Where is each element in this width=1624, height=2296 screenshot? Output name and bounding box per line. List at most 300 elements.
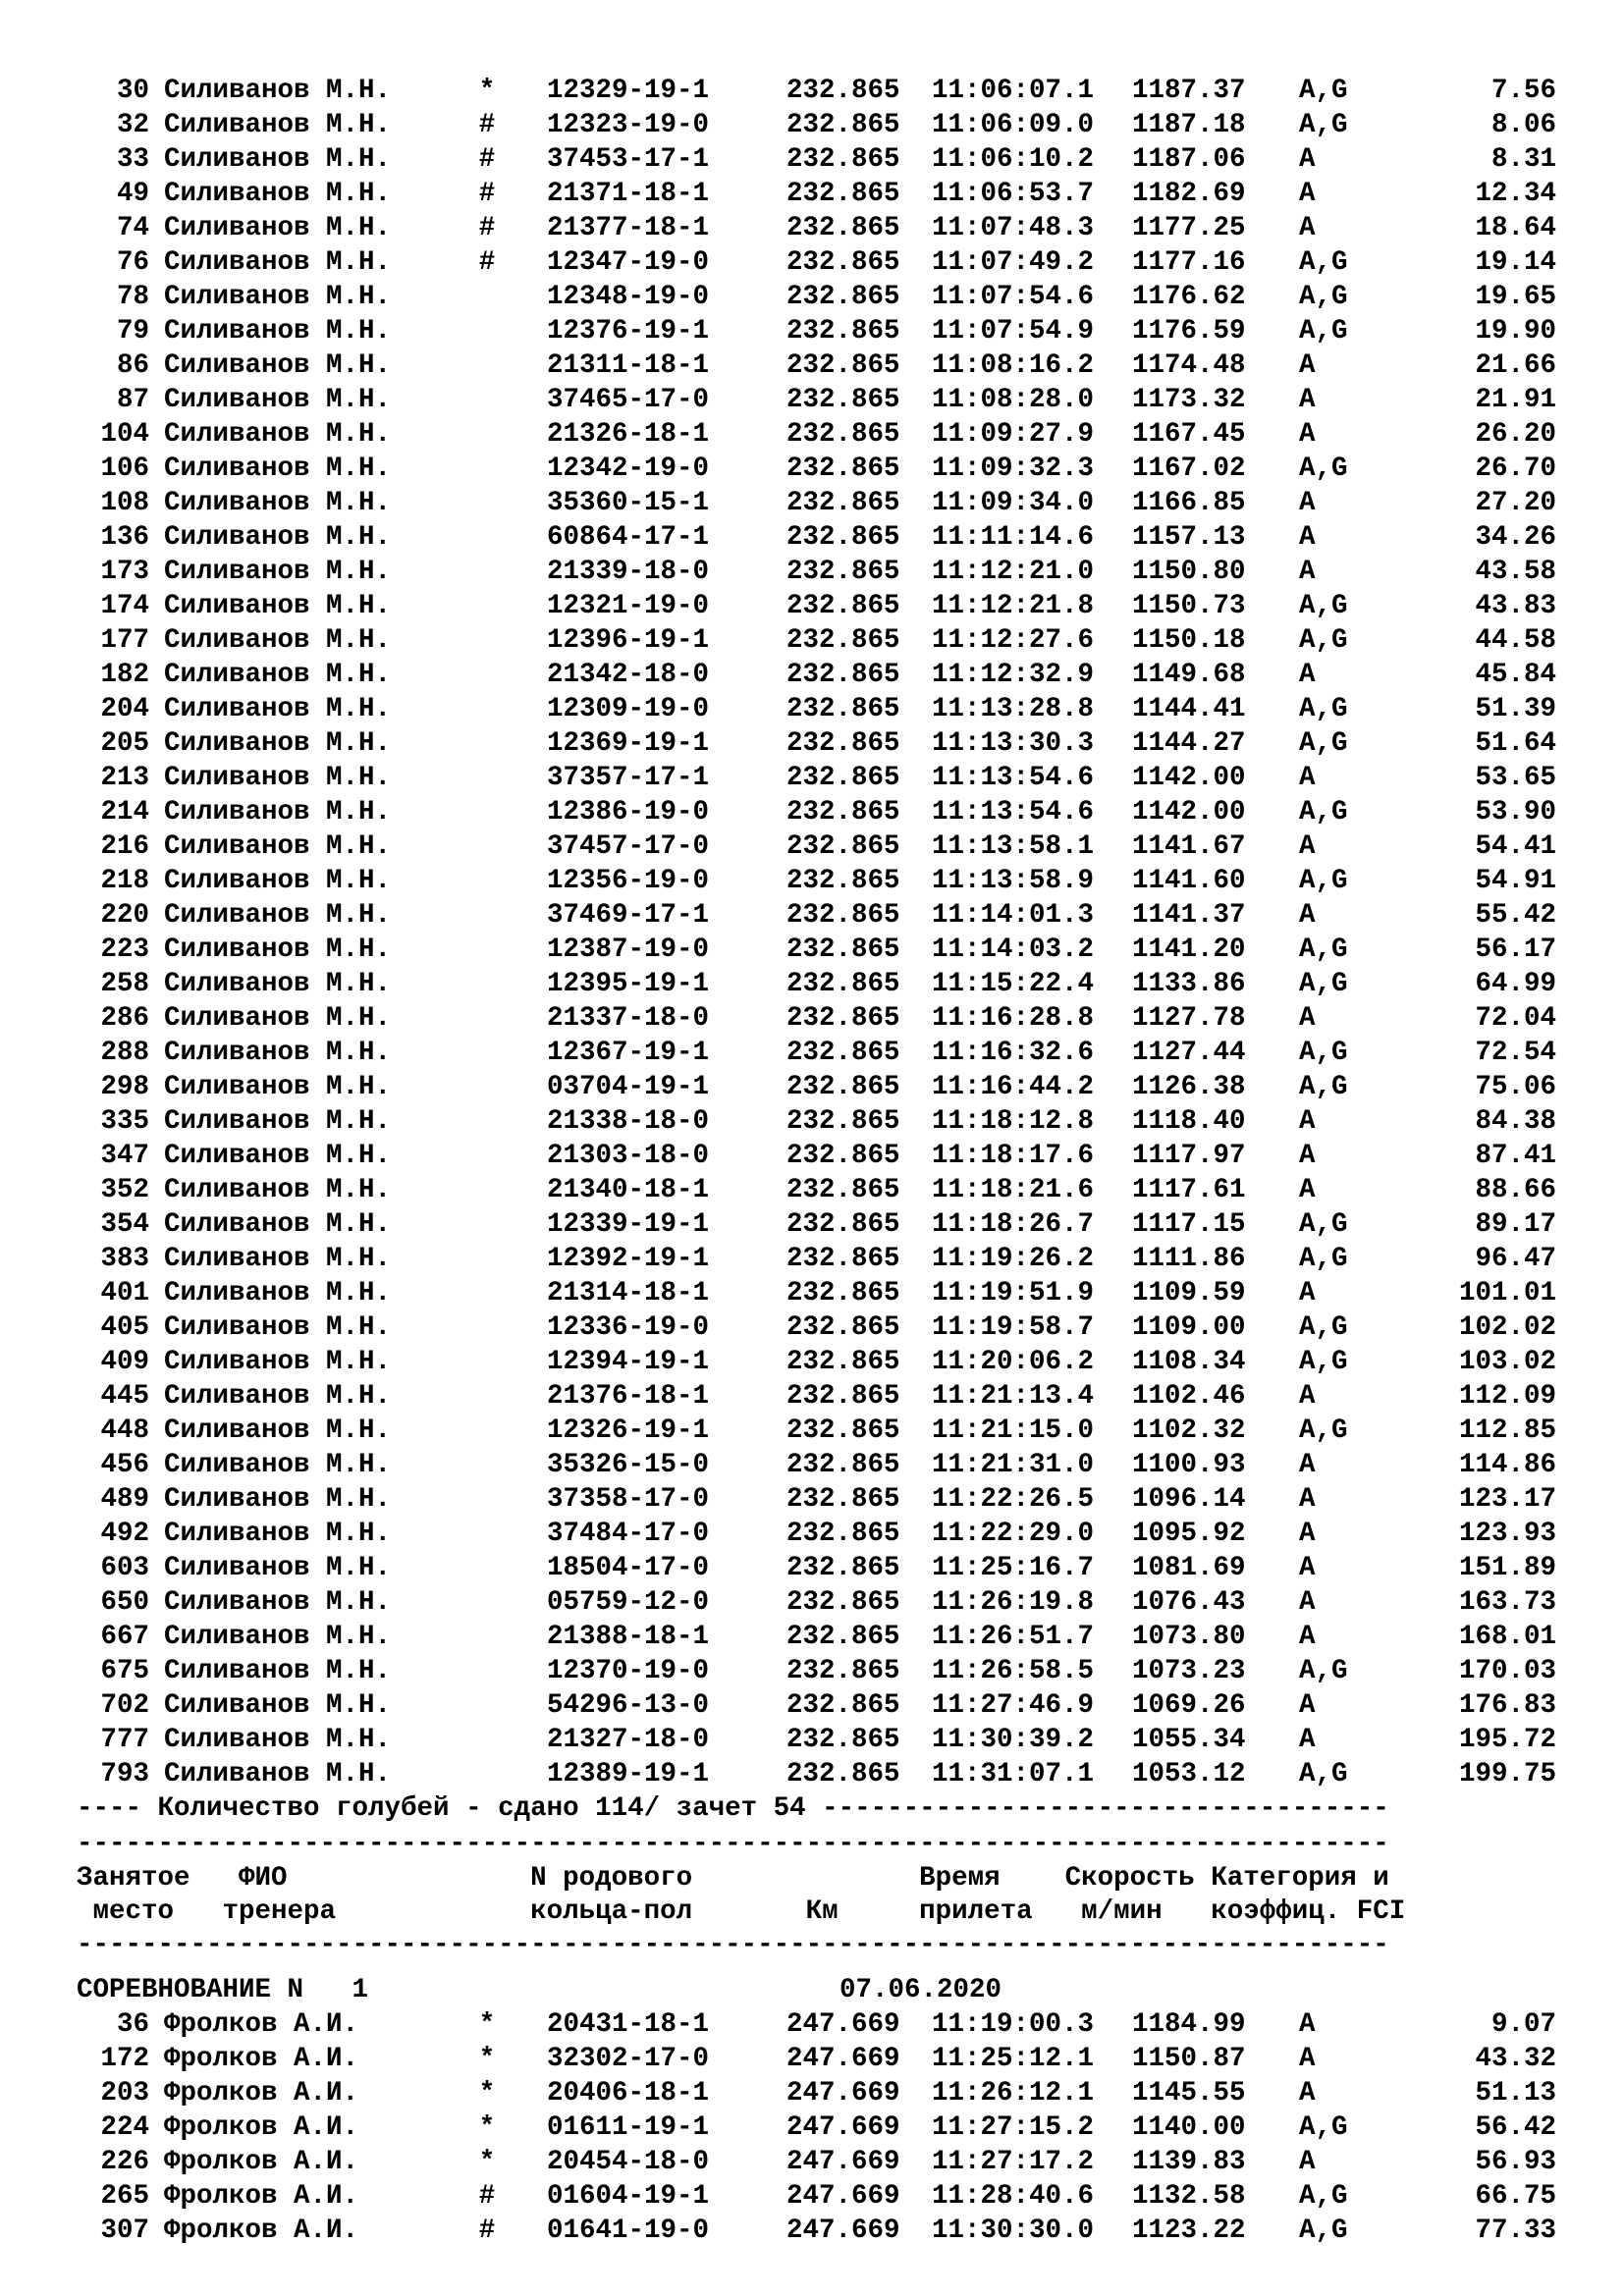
- table-header-line-2: место тренера кольца-пол Км прилета м/мин коэффиц. FCI: [77, 1896, 1406, 1927]
- cell-place: 216: [100, 831, 149, 862]
- cell-time: 11:30:30.0: [932, 2216, 1095, 2246]
- cell-place: 489: [100, 1484, 149, 1515]
- cell-place: 49: [116, 179, 149, 209]
- cell-coef: 103.02: [1458, 1347, 1556, 1377]
- table-row: [0, 865, 1624, 898]
- cell-time: 11:12:21.8: [932, 591, 1095, 621]
- table-row: [0, 727, 1624, 761]
- table-row: [0, 212, 1624, 245]
- cell-coef: 123.93: [1458, 1519, 1556, 1549]
- cell-name: Силиванов М.Н.: [164, 1347, 392, 1377]
- table-row: [0, 1518, 1624, 1551]
- cell-place: 354: [100, 1209, 149, 1240]
- cell-coef: 19.14: [1475, 247, 1556, 278]
- cell-place: 226: [100, 2147, 149, 2177]
- cell-km: 232.865: [786, 1175, 900, 1205]
- cell-speed: 1073.23: [1132, 1656, 1246, 1686]
- table-row: [0, 830, 1624, 864]
- cell-ring: 37453-17-1: [547, 144, 710, 175]
- cell-coef: 45.84: [1475, 660, 1556, 690]
- cell-place: 172: [100, 2044, 149, 2074]
- cell-speed: 1174.48: [1132, 350, 1246, 381]
- cell-speed: 1176.59: [1132, 316, 1246, 347]
- table-row: [0, 1758, 1624, 1791]
- cell-place: 603: [100, 1553, 149, 1583]
- cell-km: 232.865: [786, 1106, 900, 1137]
- cell-ring: 12394-19-1: [547, 1347, 710, 1377]
- cell-place: 106: [100, 454, 149, 484]
- table-row: [0, 109, 1624, 142]
- cell-mark: #: [478, 110, 496, 140]
- cell-place: 409: [100, 1347, 149, 1377]
- cell-time: 11:07:48.3: [932, 213, 1095, 243]
- cell-place: 30: [116, 76, 149, 106]
- cell-km: 232.865: [786, 179, 900, 209]
- cell-name: Силиванов М.Н.: [164, 591, 392, 621]
- cell-ring: 12321-19-0: [547, 591, 710, 621]
- cell-coef: 51.39: [1475, 694, 1556, 724]
- cell-time: 11:16:28.8: [932, 1003, 1095, 1034]
- cell-coef: 72.04: [1475, 1003, 1556, 1034]
- cell-cat: A,G: [1299, 1312, 1348, 1343]
- cell-cat: A,G: [1299, 591, 1348, 621]
- cell-km: 247.669: [786, 2078, 900, 2109]
- cell-name: Силиванов М.Н.: [164, 969, 392, 999]
- cell-cat: A,G: [1299, 76, 1348, 106]
- cell-coef: 54.91: [1475, 866, 1556, 896]
- cell-coef: 88.66: [1475, 1175, 1556, 1205]
- cell-time: 11:19:26.2: [932, 1244, 1095, 1274]
- cell-cat: A: [1299, 144, 1316, 175]
- cell-km: 232.865: [786, 557, 900, 587]
- cell-mark: #: [478, 144, 496, 175]
- cell-time: 11:22:26.5: [932, 1484, 1095, 1515]
- cell-mark: *: [478, 2044, 496, 2074]
- cell-coef: 27.20: [1475, 488, 1556, 518]
- cell-name: Силиванов М.Н.: [164, 1106, 392, 1137]
- cell-km: 232.865: [786, 934, 900, 965]
- cell-time: 11:13:58.1: [932, 831, 1095, 862]
- cell-place: 352: [100, 1175, 149, 1205]
- cell-km: 232.865: [786, 385, 900, 415]
- table-row: [0, 1105, 1624, 1139]
- cell-cat: A: [1299, 1553, 1316, 1583]
- cell-ring: 12339-19-1: [547, 1209, 710, 1240]
- cell-speed: 1150.73: [1132, 591, 1246, 621]
- cell-cat: A,G: [1299, 2181, 1348, 2212]
- cell-speed: 1069.26: [1132, 1690, 1246, 1721]
- table-row: [0, 1415, 1624, 1448]
- cell-place: 182: [100, 660, 149, 690]
- cell-name: Силиванов М.Н.: [164, 694, 392, 724]
- cell-place: 405: [100, 1312, 149, 1343]
- cell-speed: 1150.18: [1132, 625, 1246, 656]
- competition-title: СОРЕВНОВАНИЕ N 1: [77, 1975, 369, 2005]
- cell-time: 11:08:16.2: [932, 350, 1095, 381]
- cell-ring: 21377-18-1: [547, 213, 710, 243]
- cell-name: Фролков А.И.: [164, 2009, 359, 2040]
- cell-time: 11:13:30.3: [932, 728, 1095, 759]
- cell-ring: 21339-18-0: [547, 557, 710, 587]
- cell-coef: 51.13: [1475, 2078, 1556, 2109]
- cell-cat: A: [1299, 2147, 1316, 2177]
- cell-name: Силиванов М.Н.: [164, 1175, 392, 1205]
- table-row: [0, 1586, 1624, 1620]
- cell-ring: 12386-19-0: [547, 797, 710, 828]
- cell-time: 11:19:58.7: [932, 1312, 1095, 1343]
- cell-coef: 199.75: [1458, 1759, 1556, 1789]
- cell-time: 11:31:07.1: [932, 1759, 1095, 1789]
- table-header-line-1: Занятое ФИО N родового Время Скорость Категория и: [77, 1863, 1389, 1894]
- cell-coef: 19.65: [1475, 282, 1556, 312]
- cell-ring: 12370-19-0: [547, 1656, 710, 1686]
- cell-cat: A,G: [1299, 282, 1348, 312]
- cell-coef: 34.26: [1475, 522, 1556, 553]
- cell-ring: 12367-19-1: [547, 1038, 710, 1068]
- table-row: [0, 1140, 1624, 1173]
- cell-time: 11:14:03.2: [932, 934, 1095, 965]
- cell-ring: 18504-17-0: [547, 1553, 710, 1583]
- cell-ring: 12389-19-1: [547, 1759, 710, 1789]
- table-row: [0, 1277, 1624, 1310]
- cell-ring: 12376-19-1: [547, 316, 710, 347]
- cell-cat: A,G: [1299, 866, 1348, 896]
- cell-km: 232.865: [786, 488, 900, 518]
- cell-ring: 12309-19-0: [547, 694, 710, 724]
- cell-time: 11:20:06.2: [932, 1347, 1095, 1377]
- cell-ring: 21342-18-0: [547, 660, 710, 690]
- cell-place: 448: [100, 1415, 149, 1446]
- cell-km: 247.669: [786, 2181, 900, 2212]
- cell-place: 258: [100, 969, 149, 999]
- cell-speed: 1142.00: [1132, 797, 1246, 828]
- cell-name: Силиванов М.Н.: [164, 1312, 392, 1343]
- cell-cat: A: [1299, 1519, 1316, 1549]
- cell-ring: 12347-19-0: [547, 247, 710, 278]
- cell-ring: 12348-19-0: [547, 282, 710, 312]
- cell-time: 11:28:40.6: [932, 2181, 1095, 2212]
- cell-ring: 12396-19-1: [547, 625, 710, 656]
- cell-speed: 1150.87: [1132, 2044, 1246, 2074]
- cell-name: Силиванов М.Н.: [164, 660, 392, 690]
- cell-name: Силиванов М.Н.: [164, 1519, 392, 1549]
- cell-time: 11:12:27.6: [932, 625, 1095, 656]
- cell-coef: 151.89: [1458, 1553, 1556, 1583]
- cell-km: 232.865: [786, 1141, 900, 1171]
- cell-cat: A,G: [1299, 1656, 1348, 1686]
- cell-km: 232.865: [786, 316, 900, 347]
- cell-name: Силиванов М.Н.: [164, 522, 392, 553]
- table-row: [0, 693, 1624, 726]
- cell-cat: A: [1299, 1484, 1316, 1515]
- cell-km: 232.865: [786, 694, 900, 724]
- cell-speed: 1109.00: [1132, 1312, 1246, 1343]
- cell-cat: A,G: [1299, 1038, 1348, 1068]
- cell-ring: 37357-17-1: [547, 763, 710, 793]
- cell-km: 232.865: [786, 1347, 900, 1377]
- table-row: [0, 796, 1624, 829]
- cell-place: 445: [100, 1381, 149, 1412]
- cell-time: 11:18:21.6: [932, 1175, 1095, 1205]
- cell-place: 173: [100, 557, 149, 587]
- cell-km: 232.865: [786, 866, 900, 896]
- cell-coef: 75.06: [1475, 1072, 1556, 1102]
- cell-cat: A: [1299, 213, 1316, 243]
- cell-place: 667: [100, 1622, 149, 1652]
- table-row: [0, 762, 1624, 795]
- cell-ring: 37484-17-0: [547, 1519, 710, 1549]
- cell-time: 11:11:14.6: [932, 522, 1095, 553]
- cell-place: 108: [100, 488, 149, 518]
- cell-coef: 195.72: [1458, 1725, 1556, 1755]
- cell-place: 76: [116, 247, 149, 278]
- cell-place: 218: [100, 866, 149, 896]
- cell-time: 11:18:17.6: [932, 1141, 1095, 1171]
- cell-ring: 32302-17-0: [547, 2044, 710, 2074]
- cell-cat: A,G: [1299, 110, 1348, 140]
- cell-time: 11:18:26.7: [932, 1209, 1095, 1240]
- cell-km: 232.865: [786, 1519, 900, 1549]
- cell-coef: 84.38: [1475, 1106, 1556, 1137]
- cell-place: 78: [116, 282, 149, 312]
- cell-place: 675: [100, 1656, 149, 1686]
- cell-place: 213: [100, 763, 149, 793]
- cell-ring: 12323-19-0: [547, 110, 710, 140]
- cell-speed: 1173.32: [1132, 385, 1246, 415]
- table-row: [0, 2111, 1624, 2145]
- table-row: [0, 1380, 1624, 1414]
- cell-ring: 54296-13-0: [547, 1690, 710, 1721]
- table-row: [0, 1483, 1624, 1517]
- cell-coef: 56.93: [1475, 2147, 1556, 2177]
- cell-ring: 21326-18-1: [547, 419, 710, 450]
- cell-km: 232.865: [786, 1038, 900, 1068]
- cell-km: 232.865: [786, 419, 900, 450]
- table-row: [0, 281, 1624, 314]
- table-row: [0, 659, 1624, 692]
- table-row: [0, 418, 1624, 452]
- cell-place: 104: [100, 419, 149, 450]
- cell-km: 232.865: [786, 247, 900, 278]
- cell-cat: A,G: [1299, 1209, 1348, 1240]
- cell-name: Фролков А.И.: [164, 2112, 359, 2143]
- cell-km: 232.865: [786, 76, 900, 106]
- cell-speed: 1141.37: [1132, 900, 1246, 931]
- cell-time: 11:25:16.7: [932, 1553, 1095, 1583]
- table-row: [0, 453, 1624, 486]
- cell-name: Силиванов М.Н.: [164, 1278, 392, 1308]
- cell-name: Силиванов М.Н.: [164, 1450, 392, 1480]
- cell-ring: 01641-19-0: [547, 2216, 710, 2246]
- cell-coef: 44.58: [1475, 625, 1556, 656]
- cell-cat: A,G: [1299, 1244, 1348, 1274]
- cell-ring: 21327-18-0: [547, 1725, 710, 1755]
- cell-cat: A,G: [1299, 2112, 1348, 2143]
- cell-coef: 77.33: [1475, 2216, 1556, 2246]
- cell-place: 203: [100, 2078, 149, 2109]
- cell-km: 232.865: [786, 1209, 900, 1240]
- cell-cat: A,G: [1299, 1347, 1348, 1377]
- cell-speed: 1133.86: [1132, 969, 1246, 999]
- cell-cat: A: [1299, 1622, 1316, 1652]
- table-row: [0, 521, 1624, 555]
- cell-time: 11:13:58.9: [932, 866, 1095, 896]
- cell-speed: 1053.12: [1132, 1759, 1246, 1789]
- cell-ring: 21371-18-1: [547, 179, 710, 209]
- cell-cat: A: [1299, 1587, 1316, 1618]
- cell-speed: 1141.67: [1132, 831, 1246, 862]
- cell-name: Фролков А.И.: [164, 2044, 359, 2074]
- cell-name: Силиванов М.Н.: [164, 1622, 392, 1652]
- cell-ring: 20454-18-0: [547, 2147, 710, 2177]
- cell-name: Фролков А.И.: [164, 2078, 359, 2109]
- cell-cat: A: [1299, 385, 1316, 415]
- table-row: [0, 899, 1624, 933]
- cell-cat: A: [1299, 488, 1316, 518]
- cell-coef: 123.17: [1458, 1484, 1556, 1515]
- cell-name: Силиванов М.Н.: [164, 1553, 392, 1583]
- cell-name: Силиванов М.Н.: [164, 1072, 392, 1102]
- table-row: [0, 934, 1624, 967]
- cell-speed: 1141.60: [1132, 866, 1246, 896]
- cell-coef: 66.75: [1475, 2181, 1556, 2212]
- cell-km: 232.865: [786, 1484, 900, 1515]
- cell-name: Силиванов М.Н.: [164, 1415, 392, 1446]
- cell-place: 492: [100, 1519, 149, 1549]
- cell-coef: 56.17: [1475, 934, 1556, 965]
- cell-place: 32: [116, 110, 149, 140]
- table-row: [0, 2043, 1624, 2076]
- cell-place: 265: [100, 2181, 149, 2212]
- cell-km: 232.865: [786, 1381, 900, 1412]
- cell-coef: 51.64: [1475, 728, 1556, 759]
- cell-name: Силиванов М.Н.: [164, 763, 392, 793]
- cell-time: 11:13:54.6: [932, 797, 1095, 828]
- cell-cat: A: [1299, 1175, 1316, 1205]
- cell-place: 224: [100, 2112, 149, 2143]
- cell-time: 11:30:39.2: [932, 1725, 1095, 1755]
- cell-speed: 1127.44: [1132, 1038, 1246, 1068]
- cell-coef: 21.66: [1475, 350, 1556, 381]
- table-row: [0, 1174, 1624, 1207]
- cell-coef: 18.64: [1475, 213, 1556, 243]
- cell-name: Силиванов М.Н.: [164, 1587, 392, 1618]
- cell-time: 11:16:44.2: [932, 1072, 1095, 1102]
- cell-ring: 20431-18-1: [547, 2009, 710, 2040]
- cell-coef: 112.09: [1458, 1381, 1556, 1412]
- cell-name: Силиванов М.Н.: [164, 557, 392, 587]
- table-row: [0, 2146, 1624, 2179]
- cell-coef: 9.07: [1490, 2009, 1556, 2040]
- cell-time: 11:27:17.2: [932, 2147, 1095, 2177]
- cell-coef: 53.90: [1475, 797, 1556, 828]
- cell-place: 33: [116, 144, 149, 175]
- cell-name: Фролков А.И.: [164, 2181, 359, 2212]
- cell-ring: 37358-17-0: [547, 1484, 710, 1515]
- cell-place: 36: [116, 2009, 149, 2040]
- cell-time: 11:09:34.0: [932, 488, 1095, 518]
- cell-mark: *: [478, 2009, 496, 2040]
- cell-km: 232.865: [786, 144, 900, 175]
- cell-ring: 12329-19-1: [547, 76, 710, 106]
- cell-mark: #: [478, 2181, 496, 2212]
- table-row: [0, 178, 1624, 211]
- cell-name: Силиванов М.Н.: [164, 316, 392, 347]
- table-row: [0, 384, 1624, 417]
- cell-name: Силиванов М.Н.: [164, 350, 392, 381]
- cell-time: 11:06:10.2: [932, 144, 1095, 175]
- table-row: [0, 1655, 1624, 1688]
- cell-cat: A,G: [1299, 247, 1348, 278]
- cell-speed: 1142.00: [1132, 763, 1246, 793]
- cell-time: 11:22:29.0: [932, 1519, 1095, 1549]
- cell-name: Силиванов М.Н.: [164, 110, 392, 140]
- cell-place: 456: [100, 1450, 149, 1480]
- cell-km: 232.865: [786, 660, 900, 690]
- cell-time: 11:14:01.3: [932, 900, 1095, 931]
- table-row: [0, 1208, 1624, 1242]
- cell-place: 177: [100, 625, 149, 656]
- cell-place: 793: [100, 1759, 149, 1789]
- cell-name: Силиванов М.Н.: [164, 419, 392, 450]
- summary-line: ---- Количество голубей - сдано 114/ зачет 54 -----------------------------------: [77, 1793, 1389, 1824]
- cell-cat: A: [1299, 763, 1316, 793]
- cell-name: Силиванов М.Н.: [164, 1759, 392, 1789]
- cell-time: 11:18:12.8: [932, 1106, 1095, 1137]
- cell-km: 247.669: [786, 2112, 900, 2143]
- cell-speed: 1109.59: [1132, 1278, 1246, 1308]
- cell-time: 11:06:09.0: [932, 110, 1095, 140]
- cell-mark: *: [478, 76, 496, 106]
- cell-km: 232.865: [786, 522, 900, 553]
- cell-km: 232.865: [786, 1415, 900, 1446]
- cell-name: Силиванов М.Н.: [164, 1244, 392, 1274]
- cell-mark: #: [478, 247, 496, 278]
- cell-time: 11:07:49.2: [932, 247, 1095, 278]
- cell-coef: 96.47: [1475, 1244, 1556, 1274]
- cell-speed: 1096.14: [1132, 1484, 1246, 1515]
- cell-ring: 12369-19-1: [547, 728, 710, 759]
- cell-coef: 43.32: [1475, 2044, 1556, 2074]
- cell-name: Силиванов М.Н.: [164, 213, 392, 243]
- cell-km: 232.865: [786, 900, 900, 931]
- cell-speed: 1139.83: [1132, 2147, 1246, 2177]
- cell-cat: A,G: [1299, 454, 1348, 484]
- cell-name: Фролков А.И.: [164, 2216, 359, 2246]
- cell-km: 247.669: [786, 2147, 900, 2177]
- cell-cat: A,G: [1299, 1072, 1348, 1102]
- cell-coef: 12.34: [1475, 179, 1556, 209]
- cell-place: 74: [116, 213, 149, 243]
- cell-cat: A: [1299, 2078, 1316, 2109]
- cell-km: 232.865: [786, 1587, 900, 1618]
- cell-ring: 21338-18-0: [547, 1106, 710, 1137]
- table-row: [0, 2215, 1624, 2248]
- cell-mark: #: [478, 2216, 496, 2246]
- cell-coef: 101.01: [1458, 1278, 1556, 1308]
- cell-cat: A: [1299, 350, 1316, 381]
- cell-speed: 1141.20: [1132, 934, 1246, 965]
- cell-cat: A: [1299, 660, 1316, 690]
- table-row: [0, 315, 1624, 348]
- cell-name: Фролков А.И.: [164, 2147, 359, 2177]
- cell-name: Силиванов М.Н.: [164, 797, 392, 828]
- cell-ring: 03704-19-1: [547, 1072, 710, 1102]
- cell-speed: 1166.85: [1132, 488, 1246, 518]
- cell-speed: 1144.41: [1132, 694, 1246, 724]
- cell-place: 347: [100, 1141, 149, 1171]
- cell-name: Силиванов М.Н.: [164, 625, 392, 656]
